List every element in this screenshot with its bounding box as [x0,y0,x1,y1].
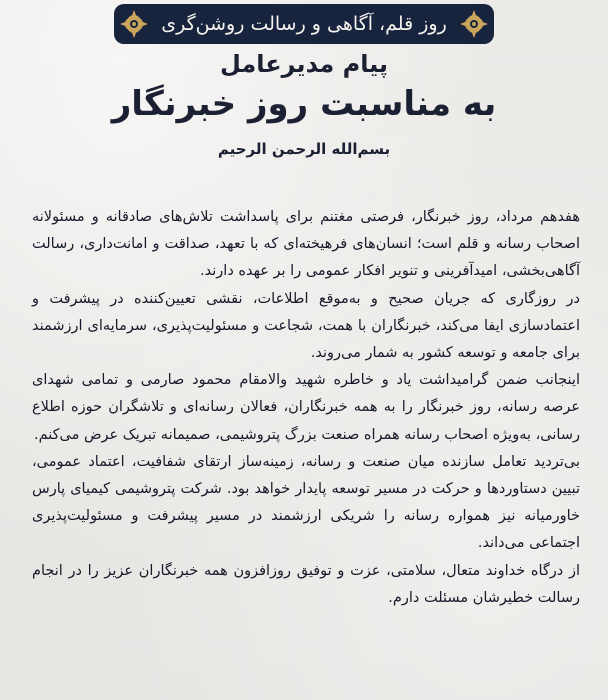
body-paragraph-5: از درگاه خداوند متعال، سلامتی، عزت و توفیق روزافزون همه خبرنگاران عزیز را در انجام رسالت خطیرشان مسئلت دارم. [32,562,580,606]
star-ornament-left-icon [114,4,154,44]
body-paragraph-1: هفدهم مرداد، روز خبرنگار، فرصتی مغتنم برای پاسداشت تلاش‌های صادقانه و مسئولانه اصحاب رسانه و قلم است؛ انسان‌های فرهیخته‌ای که با تعهد، صداقت و امانت‌داری، رسالت آگاهی‌بخشی، امیدآفرینی و تنویر افکار عمومی را بر عهده دارند. [32,209,580,280]
body-paragraph-3: اینجانب ضمن گرامیداشت یاد و خاطره شهید والامقام محمود صارمی و تمامی شهدای عرصه رسانه، روز خبرنگار را به همه خبرنگاران، فعالان رسانه‌ای و تلاشگران حوزه اطلاع رسانی، به‌ویژه اصحاب رسانه همراه صنعت بزرگ پتروشیمی، صمیمانه تبریک عرض می‌کنم. [32,372,580,443]
bismillah-line: بسم‌الله الرحمن الرحیم [217,140,391,158]
banner-text: روز قلم، آگاهی و رسالت روشن‌گری [161,13,447,35]
message-subtitle: پیام مدیرعامل [219,50,389,78]
message-body [32,204,580,612]
star-ornament-right-icon [454,4,494,44]
header-banner [114,4,494,44]
body-paragraph-4: بی‌تردید تعامل سازنده میان صنعت و رسانه، زمینه‌ساز ارتقای شفافیت، اعتماد عمومی، تبیین دستاوردها و حرکت در مسیر توسعه پایدار خواهد بود. شرکت پتروشیمی کیمیای پارس خاورمیانه نیز همواره رسانه را شریکی ارزشمند در مسیر پیشرفت و مسئولیت‌پذیری اجتماعی می‌داند. [32,453,580,552]
message-title: به مناسبت روز خبرنگار [111,84,497,124]
body-paragraph-2: در روزگاری که جریان صحیح و به‌موقع اطلاعات، نقشی تعیین‌کننده در پیشرفت و اعتمادسازی ایفا می‌کند، خبرنگاران با همت، شجاعت و مسئولیت‌پذیری، سرمایه‌ای ارزشمند برای جامعه و توسعه کشور به شمار می‌روند. [32,290,580,362]
